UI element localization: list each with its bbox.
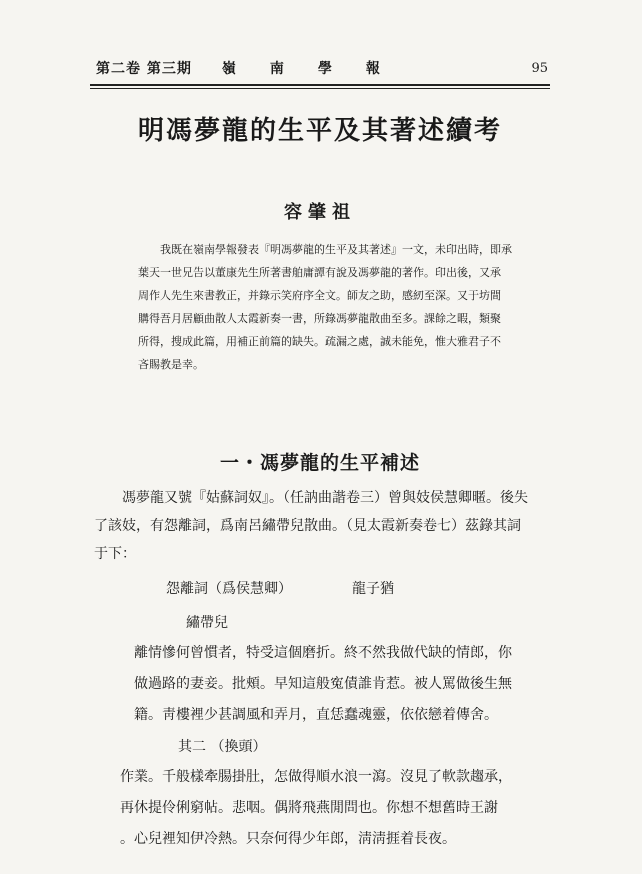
header-rule — [90, 84, 550, 86]
intro-line: 購得吾月居顧曲散人太霞新奏一書，所錄馮夢龍散曲至多。課餘之暇，類聚 — [138, 312, 501, 325]
section-heading: 一・馮夢龍的生平補述 — [219, 452, 420, 474]
poem-heading — [166, 578, 466, 598]
article-author: 容肇祖 — [284, 202, 356, 223]
poem-lyrics — [134, 638, 564, 731]
body-line: 了該妓，有怨離詞，爲南呂繡帶兒散曲。（見太霞新奏卷七）茲錄其詞 — [94, 518, 521, 534]
lyric-line: 作業。千般樣牽腸掛肚，怎做得順水浪一瀉。沒見了軟款趨承， — [120, 769, 512, 785]
intro-line: 所得，搜成此篇，用補正前篇的缺失。疏漏之處，誠未能免，惟大雅君子不 — [138, 335, 501, 348]
header-rule-thin — [90, 88, 550, 89]
running-header — [96, 56, 548, 80]
article-title: 明馮夢龍的生平及其著述續考 — [137, 116, 502, 146]
body-line: 馮夢龍又號『姑蘇詞奴』。（任訥曲諧卷三）曾與妓侯慧卿暱。後失 — [122, 490, 528, 506]
poem-title: 怨離詞（爲侯慧卿） — [166, 581, 292, 597]
body-line: 于下： — [94, 546, 136, 562]
lyric-line: 再休提伶俐窮帖。悲咽。偶將飛燕閒問也。你想不想舊時王謝 — [120, 800, 498, 816]
lyric-line: 籍。靑樓裡少甚調風和弄月，直恁蠢魂靈，依依戀着傳舍。 — [134, 707, 498, 723]
poem-author: 龍子猶 — [352, 581, 394, 597]
lyric-line: 離情慘何曾慣者，特受這個磨折。終不然我做代缺的情郎，你 — [134, 645, 512, 661]
body-text — [94, 484, 564, 568]
intro-line: 葉天一世兄告以董康先生所著書舶庸譚有說及馮夢龍的著作。印出後，又承 — [138, 266, 501, 279]
intro-line: 我既在嶺南學報發表『明馮夢龍的生平及其著述』一文，未印出時，即承 — [160, 243, 512, 256]
tune-name: 繡帶兒 — [186, 615, 228, 631]
poem-lyrics-second — [120, 762, 564, 855]
intro-note — [138, 238, 558, 376]
second-tune-name: 其二 （換頭） — [178, 739, 267, 755]
lyric-line: 。心兒裡知伊冷熱。只奈何得少年郎，淸淸捱着長夜。 — [120, 831, 456, 847]
volume-issue: 第二卷 第三期 — [96, 61, 192, 77]
page-number: 95 — [531, 60, 548, 76]
journal-name: 嶺南學報 — [221, 61, 414, 77]
intro-line: 周作人先生來書教正，并錄示笑府序全文。師友之助，感紉至深。又于坊間 — [138, 289, 501, 302]
lyric-line: 做過路的妻妾。批頰。早知這般寃債誰肯惹。被人罵做後生無 — [134, 676, 512, 692]
intro-line: 吝賜教是幸。 — [138, 358, 204, 371]
